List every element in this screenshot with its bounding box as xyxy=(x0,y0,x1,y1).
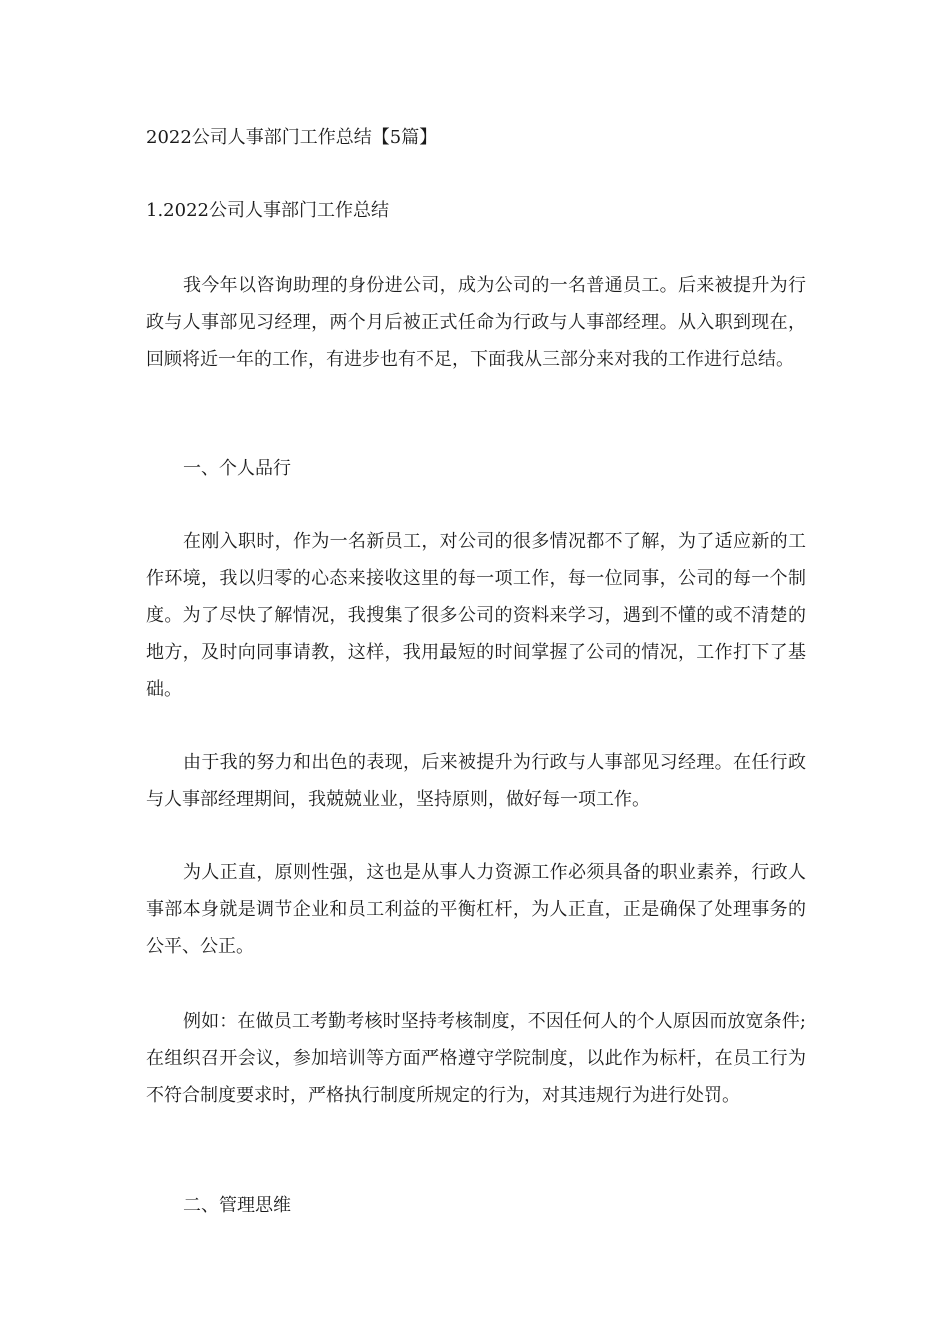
paragraph-promotion: 由于我的努力和出色的表现，后来被提升为行政与人事部见习经理。在任行政与人事部经理期间，我兢兢业业，坚持原则，做好每一项工作。 xyxy=(146,752,806,810)
paragraph-integrity: 为人正直，原则性强，这也是从事人力资源工作必须具备的职业素养，行政人事部本身就是调节企业和员工利益的平衡杠杆，为人正直，正是确保了处理事务的公平、公正。 xyxy=(146,862,806,957)
heading-management-thinking: 二、管理思维 xyxy=(183,1195,291,1216)
heading-personal-conduct: 一、个人品行 xyxy=(183,458,291,479)
paragraph-onboarding: 在刚入职时，作为一名新员工，对公司的很多情况都不了解，为了适应新的工作环境，我以归零的心态来接收这里的每一项工作，每一位同事，公司的每一个制度。为了尽快了解情况，我搜集了很多公司的资料来学习，遇到不懂的或不清楚的地方，及时向同事请教，这样，我用最短的时间掌握了公司的情况，工作打下了基础。 xyxy=(146,531,806,700)
section-title: 1.2022公司人事部门工作总结 xyxy=(146,200,389,221)
paragraph-intro: 我今年以咨询助理的身份进公司，成为公司的一名普通员工。后来被提升为行政与人事部见习经理，两个月后被正式任命为行政与人事部经理。从入职到现在，回顾将近一年的工作，有进步也有不足，下面我从三部分来对我的工作进行总结。 xyxy=(146,275,806,370)
document-title: 2022公司人事部门工作总结【5篇】 xyxy=(146,127,438,148)
paragraph-example: 例如：在做员工考勤考核时坚持考核制度，不因任何人的个人原因而放宽条件;在组织召开会议，参加培训等方面严格遵守学院制度，以此作为标杆，在员工行为不符合制度要求时，严格执行制度所规定的行为，对其违规行为进行处罚。 xyxy=(146,1011,806,1106)
